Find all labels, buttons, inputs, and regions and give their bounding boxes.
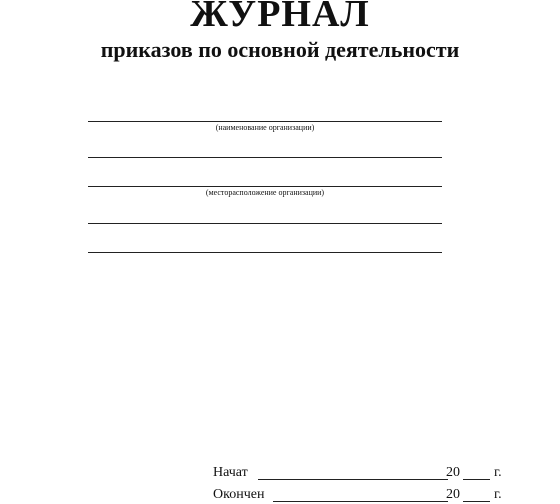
end-year-blank[interactable] — [463, 501, 490, 502]
start-date-label: Начат — [213, 465, 248, 480]
organization-name-line[interactable] — [88, 121, 442, 122]
organization-location-caption: (месторасположение организации) — [205, 188, 325, 197]
journal-subtitle: приказов по основной деятельности — [100, 37, 460, 62]
organization-location-line-2[interactable] — [88, 223, 442, 224]
journal-title: ЖУРНАЛ — [190, 0, 370, 35]
organization-name-caption: (наименование организации) — [215, 123, 315, 132]
end-date-label: Окончен — [213, 487, 265, 502]
organization-location-line-3[interactable] — [88, 252, 442, 253]
start-year-prefix: 20 — [446, 465, 460, 480]
end-year-suffix: г. — [494, 487, 502, 502]
end-date-blank[interactable] — [273, 501, 448, 502]
start-date-blank[interactable] — [258, 479, 448, 480]
end-year-prefix: 20 — [446, 487, 460, 502]
organization-location-line[interactable] — [88, 186, 442, 187]
organization-name-line-2[interactable] — [88, 157, 442, 158]
start-year-suffix: г. — [494, 465, 502, 480]
start-year-blank[interactable] — [463, 479, 490, 480]
